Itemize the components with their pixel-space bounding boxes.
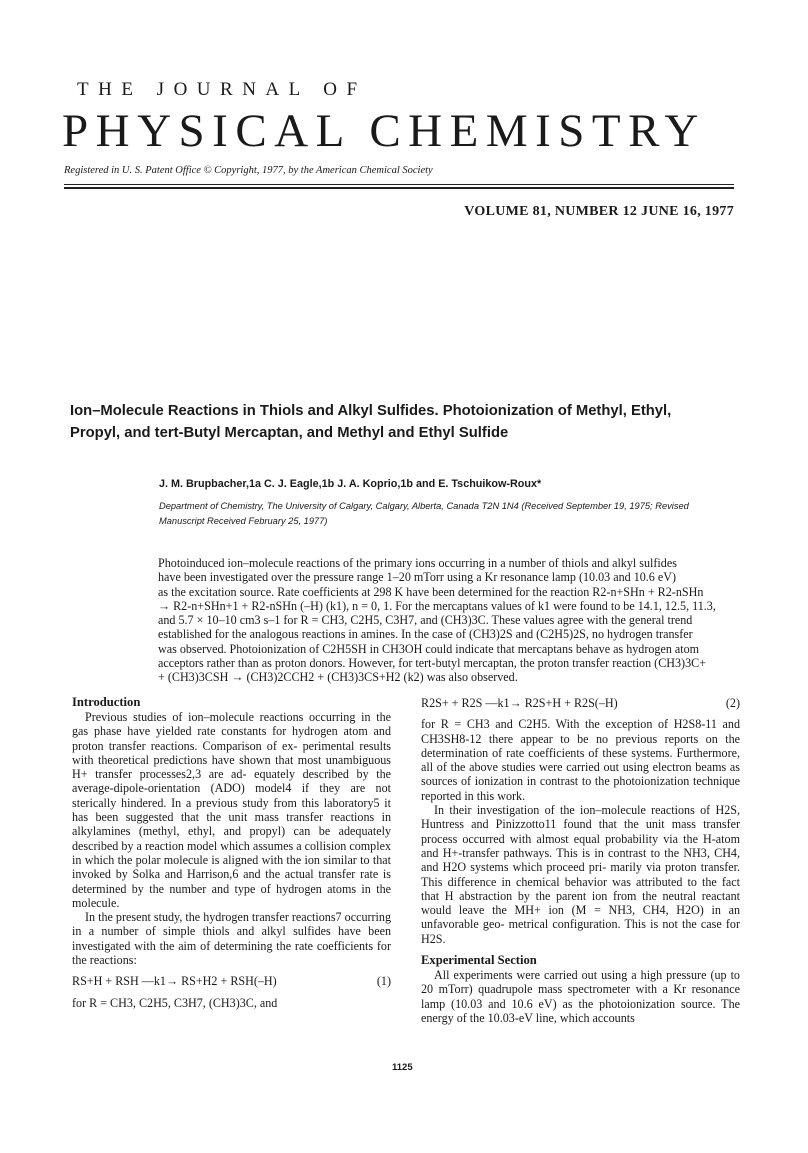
text-line: to the NH3, CH4, and H2O systems which proceed pri-	[421, 845, 741, 875]
text-line: marily via proton transfer. This difference in chemical	[421, 860, 740, 889]
text-line: hydrogen atoms in the molecule.	[72, 881, 391, 910]
left-column	[72, 694, 391, 1010]
article-title-line-2: Propyl, and tert-Butyl Mercaptan, and Methyl and Ethyl Sulfide	[70, 425, 509, 441]
text-line: MH+ ion (M = NH3, CH4, H2O) in an unfavorable geo-	[421, 903, 740, 932]
text-line: metrical configuration. This is not the case for H2S.	[421, 917, 740, 946]
author-list: J. M. Brupbacher,1a C. J. Eagle,1b J. A. Koprio,1b and E. Tschuikow-Roux*	[159, 478, 542, 490]
text-line: In the present study, the hydrogen transfer reactions7	[85, 910, 342, 925]
text-line: transfer process occurred with almost equal probability via	[421, 817, 740, 846]
text-line: previous study from this laboratory5 it has been suggested	[72, 795, 391, 825]
affiliation	[159, 499, 729, 528]
article-title-line-1: Ion–Molecule Reactions in Thiols and Alkyl Sulfides. Photoionization of Methyl, Ethyl,	[70, 403, 672, 419]
text-line: the gas phase have yielded rate constants for hydrogen	[72, 710, 391, 739]
text-line: (up to 20 mTorr) quadrupole mass spectrometer with a Kr	[421, 968, 740, 997]
text-line: perimental results with theoretical predictions have shown	[72, 738, 392, 767]
abstract-line: + (CH3)3CSH → (CH3)2CCH2 + (CH3)3CS+H2 (k2) was also observed.	[158, 670, 518, 685]
text-line: which the polar molecule is aligned with the ion similar	[84, 852, 357, 867]
abstract-line: have been investigated over the pressure range 1–20 mTorr using a Kr resonance lamp (10.03 and 10.6 eV)	[158, 570, 677, 585]
text-line: determination of rate coefficients of these systems.	[421, 745, 673, 760]
intro-paragraph-2	[72, 910, 391, 967]
equation-1-condition: for R = CH3, C2H5, C3H7, (CH3)3C, and	[72, 995, 278, 1010]
experimental-paragraph-1	[421, 968, 740, 1025]
text-line: (ADO) model4 if they are not sterically hindered. In a	[72, 781, 391, 810]
abstract-line: Photoinduced ion–molecule reactions of the primary ions occurring in a number of thiols and alkyl sulfides	[158, 556, 677, 570]
abstract-line: → R2-n+SHn+1 + R2-nSHn (–H) (k1), n = 0, 1. For the mercaptans values of k1 were found to be 14.1, 12.5, 11.3,	[158, 598, 716, 613]
text-line: the parent ion from the neutral reactant would leave the	[421, 888, 740, 918]
text-line: by a reaction model which assumes a collision complex in	[72, 838, 391, 867]
masthead-rule-thick	[64, 187, 734, 189]
text-line: equately described by the average-dipole-orientation	[72, 767, 391, 796]
text-line: the H-atom and H+-transfer pathways. This is in contrast	[421, 831, 740, 860]
affiliation-line-1: Department of Chemistry, The University of Calgary, Calgary, Alberta, Canada T2N 1N4 (Received September 19, 1975; Revised	[159, 501, 689, 511]
issue-line: VOLUME 81, NUMBER 12 JUNE 16, 1977	[464, 204, 734, 219]
masthead-rule-thin	[64, 184, 734, 185]
text-line: Furthermore, all of the above studies were carried out	[421, 745, 740, 775]
text-line: that the unit mass transfer reactions in alkylamines	[72, 810, 391, 839]
abstract-line: as the excitation source. Rate coefficients at 298 K have been determined for the reaction R2-n+SHn + R2-nSHn	[158, 584, 704, 599]
journal-name-prefix: THE JOURNAL OF	[77, 79, 367, 100]
equation-2-body: R2S+ + R2S —k1→ R2S+H + R2S(–H)	[421, 696, 618, 710]
text-line: for R = CH3 and C2H5. With the exception of H2S8-11 and	[421, 717, 740, 732]
section-heading-introduction: Introduction	[72, 695, 141, 709]
journal-title: PHYSICAL CHEMISTRY	[62, 105, 706, 157]
abstract-line: was observed. Photoionization of C2H5SH in CH3OH could indicate that mercaptans behave as hydrogen atom	[158, 641, 700, 656]
text-line: transfer rate is determined by the number and type of	[72, 867, 391, 896]
text-line: resonance lamp (10.03 and 10.6 eV) as the photoionization	[421, 982, 740, 1011]
page-number: 1125	[392, 1062, 413, 1073]
abstract-line: acceptors rather than as proton donors. However, for tert-butyl mercaptan, the proton transfer reaction (CH3)3C+	[158, 656, 707, 671]
text-line: using electron beams as sources of ionization in contrast	[421, 760, 740, 789]
equation-1-body: RS+H + RSH —k1→ RS+H2 + RSH(–H)	[72, 974, 277, 989]
affiliation-line-2: Manuscript Received February 25, 1977)	[159, 515, 328, 526]
section-heading-experimental: Experimental Section	[421, 953, 537, 968]
equation-2	[421, 696, 740, 710]
text-line: (methyl, ethyl, and propyl) can be adequately described	[72, 824, 392, 853]
copyright-line: Registered in U. S. Patent Office © Copyright, 1977, by the American Chemical Society	[64, 165, 433, 176]
text-line: In their investigation of the ion–molecule reactions of	[434, 803, 711, 818]
text-line: source. The energy of the 10.03-eV line, which accounts	[421, 996, 740, 1025]
equation-1-number: (1)	[376, 974, 391, 989]
text-line: to the photoionization technique reported in this work.	[421, 774, 740, 803]
text-line: atom and proton transfer reactions. Comparison of ex-	[72, 724, 392, 753]
article-title	[70, 400, 740, 444]
text-line: CH3SH8-12 there appear to be no previous reports on the	[421, 731, 740, 746]
abstract-line: established for the analogous reactions in amines. In the case of (CH3)2S and (C2H5)2S, no hydrogen transfer	[158, 627, 693, 642]
text-line: that most unambiguous H+ transfer processes2,3 are ad-	[72, 752, 391, 782]
text-line: H2S, Huntress and Pinizzotto11 found that the unit mass	[421, 803, 740, 832]
intro-paragraph-1	[72, 710, 391, 910]
right-column	[421, 694, 740, 1025]
text-line: to that invoked by Solka and Harrison,6 and the actual	[72, 852, 391, 882]
right-paragraph-2	[421, 803, 740, 946]
equation-2-number: (2)	[725, 696, 740, 710]
text-line: rate coefficients for the reactions:	[72, 938, 391, 968]
abstract	[158, 556, 732, 685]
right-paragraph-1	[421, 717, 740, 803]
text-line: Previous studies of ion–molecule reactions occurring in	[85, 710, 371, 724]
equation-1	[72, 974, 391, 988]
text-line: behavior was attributed to the fact that H abstraction by	[421, 874, 740, 903]
text-line: All experiments were carried out using a high pressure	[434, 968, 707, 983]
text-line: occurring in a number of simple thiols and alkyl sulfides	[72, 910, 391, 939]
abstract-line: and 5.7 × 10–10 cm3 s–1 for R = CH3, C2H5, C3H7, and (CH3)3C. These values agree with the general trend	[158, 613, 693, 628]
text-line: have been investigated with the aim of determining the	[72, 924, 392, 953]
